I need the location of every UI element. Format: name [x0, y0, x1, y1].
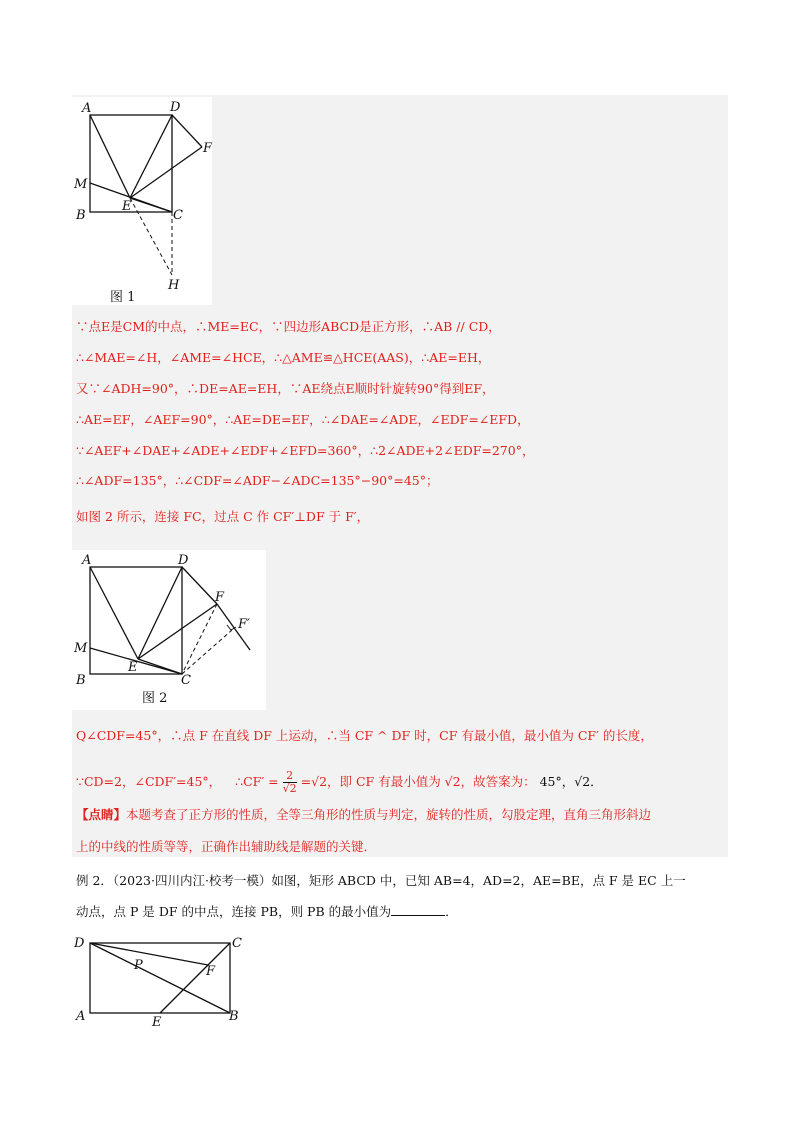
fig2-label-M: M: [74, 641, 88, 656]
analysis-line-1-text: Q∠CDF=45°，∴点 F 在直线 DF 上运动，∴当 CF ^ DF 时，CF 有最小值，最小值为 CF′ 的长度，: [76, 728, 653, 743]
example2-line-2: [76, 903, 458, 921]
solution-line-2: ∴∠MAE=∠H，∠AME=∠HCE，∴△AME≌△HCE(AAS)，∴AE=EH，: [76, 350, 491, 365]
example2-line-2-text: 动点，点 P 是 DF 的中点，连接 PB，则 PB 的最小值为: [76, 904, 392, 919]
fig3-label-D: D: [74, 936, 85, 951]
analysis-line-2-result: =√2，即 CF 有最小值为 √2，故答案为：: [300, 774, 536, 789]
fig2-label-E: E: [128, 660, 138, 675]
figure-3-diagram: [72, 930, 252, 1030]
fig1-label-A: A: [82, 101, 92, 116]
solution-line-3: 又∵∠ADH=90°，∴DE=AE=EH，∵AE绕点E顺时针旋转90°得到EF，: [76, 381, 495, 396]
fraction-numerator: 2: [283, 770, 297, 783]
solution-line-4: ∴AE=EF，∠AEF=90°，∴AE=DE=EF，∴∠DAE=∠ADE，∠EDF=∠EFD，: [76, 412, 530, 427]
figure-1-diagram: [72, 97, 212, 305]
solution-line-7: 如图 2 所示，连接 FC，过点 C 作 CF′⊥DF 于 F′，: [76, 509, 370, 524]
fig1-label-F: F: [203, 141, 212, 156]
fig2-label-A: A: [82, 553, 92, 568]
fig1-label-H: H: [168, 278, 180, 293]
example2-line-1: 例 2．（2023·四川内江·校考一模）如图，矩形 ABCD 中，已知 AB=4，AD=2，AE=BE，点 F 是 EC 上一: [76, 873, 686, 888]
figure-2: [72, 550, 266, 710]
fig1-label-B: B: [76, 208, 86, 223]
fig3-label-C: C: [232, 936, 242, 951]
fig3-label-P: P: [134, 958, 143, 973]
fig2-label-F-prime: F′: [238, 617, 250, 632]
analysis-line-1: [76, 727, 653, 745]
fig1-label-E: E: [122, 199, 132, 214]
answer-blank: [391, 903, 445, 916]
analysis-line-2-formula: ∴CF′ =: [235, 774, 279, 789]
figure-1: [72, 97, 212, 305]
fig3-label-E: E: [152, 1015, 162, 1030]
fig1-label-C: C: [173, 208, 183, 223]
dianjing-line-1: [76, 806, 651, 824]
fraction-denominator: √2: [282, 782, 297, 795]
dianjing-tag: 【点睛】: [76, 807, 127, 822]
fig2-caption: 图 2: [142, 691, 168, 706]
fig2-label-C: C: [181, 673, 191, 688]
fig3-label-F: F: [206, 964, 216, 979]
fig2-label-D: D: [178, 553, 189, 568]
figure-3: [72, 930, 252, 1030]
fraction: [283, 770, 297, 795]
fig3-label-A: A: [76, 1009, 86, 1024]
fig1-caption: 图 1: [110, 290, 136, 305]
solution-line-5: ∵∠AEF+∠DAE+∠ADE+∠EDF+∠EFD=360°，∴2∠ADE+2∠EDF=270°，: [76, 443, 535, 458]
fig2-label-F: F: [215, 590, 225, 605]
analysis-line-2-given: ∵CD=2，∠CDF′=45°，: [76, 774, 222, 789]
fig3-label-B: B: [229, 1009, 239, 1024]
dianjing-text-1: 本题考查了正方形的性质，全等三角形的性质与判定，旋转的性质，勾股定理，直角三角形斜边: [126, 807, 652, 822]
dianjing-line-2: 上的中线的性质等等，正确作出辅助线是解题的关键．: [76, 839, 377, 854]
figure-2-diagram: [72, 550, 266, 710]
fig1-label-M: M: [74, 177, 88, 192]
fig1-label-D: D: [170, 100, 181, 115]
fig2-label-B: B: [76, 673, 86, 688]
solution-line-1: ∵点E是CM的中点，∴ME=EC，∵四边形ABCD是正方形，∴AB // CD，: [76, 319, 501, 334]
analysis-line-2: [76, 770, 603, 795]
example2-line-2-end: ．: [445, 904, 458, 919]
solution-line-6: ∴∠ADF=135°，∴∠CDF=∠ADF−∠ADC=135°−90°=45°；: [76, 473, 439, 488]
analysis-line-2-answer: 45°，√2．: [539, 774, 603, 789]
